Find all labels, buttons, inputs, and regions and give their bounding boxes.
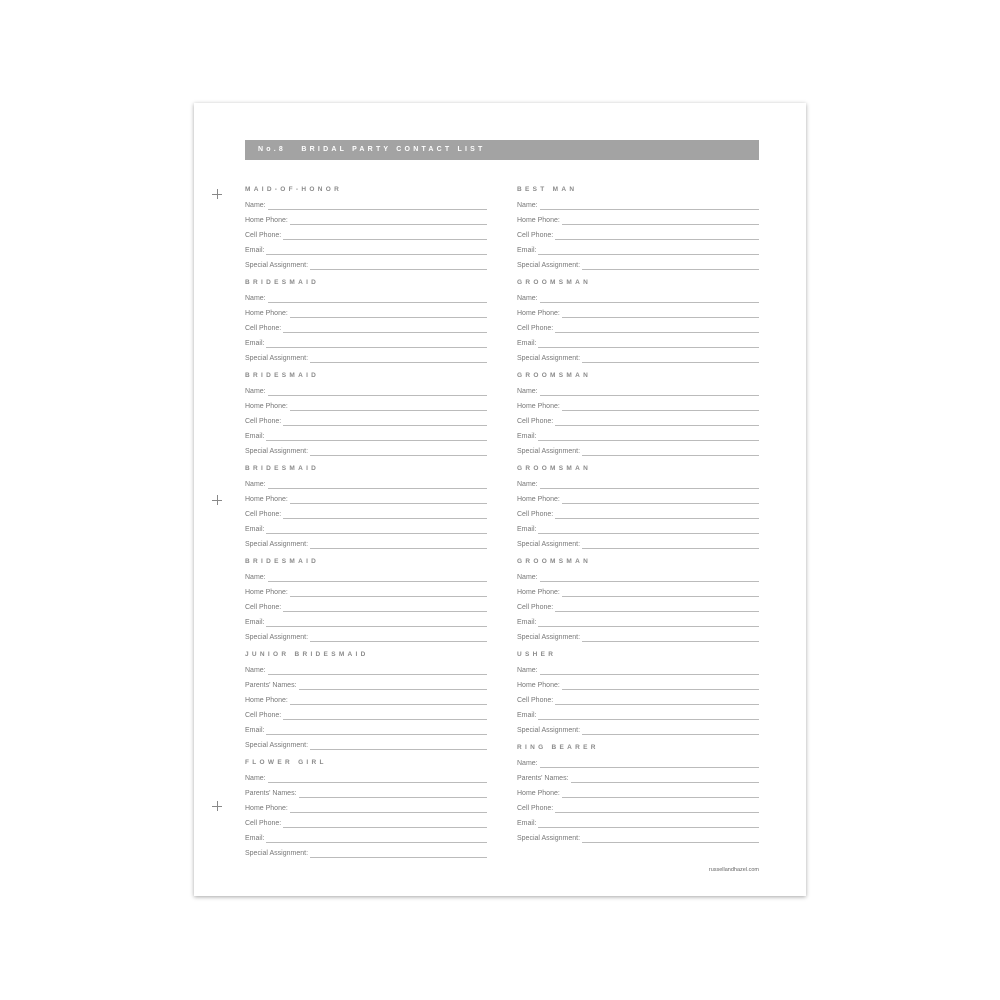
field-label: Name: [245, 202, 266, 209]
fill-in-line[interactable] [310, 640, 487, 642]
fill-in-line[interactable] [283, 424, 487, 426]
fill-in-line[interactable] [283, 718, 487, 720]
form-field[interactable] [245, 677, 487, 692]
form-field[interactable] [245, 413, 487, 428]
form-field[interactable] [245, 569, 487, 584]
field-label: Special Assignment: [517, 835, 581, 842]
fill-in-line[interactable] [582, 640, 759, 642]
field-label: Email: [245, 619, 265, 626]
form-field[interactable] [245, 491, 487, 506]
fill-in-line[interactable] [555, 424, 759, 426]
form-field[interactable] [245, 785, 487, 800]
form-field[interactable] [245, 212, 487, 227]
field-label: Special Assignment: [245, 448, 309, 455]
form-field[interactable] [517, 692, 759, 707]
section-heading: FLOWER GIRL [245, 759, 327, 766]
field-label: Cell Phone: [517, 697, 554, 704]
form-field[interactable] [245, 629, 487, 644]
form-field[interactable] [517, 755, 759, 770]
section-heading: BRIDESMAID [245, 372, 320, 379]
fill-in-line[interactable] [540, 766, 759, 768]
fill-in-line[interactable] [268, 394, 487, 396]
field-label: Home Phone: [517, 682, 560, 689]
field-label: Email: [517, 247, 537, 254]
fill-in-line[interactable] [266, 841, 487, 843]
fill-in-line[interactable] [555, 811, 759, 813]
form-field[interactable] [517, 290, 759, 305]
field-label: Email: [517, 712, 537, 719]
fill-in-line[interactable] [555, 331, 759, 333]
form-field[interactable] [517, 521, 759, 536]
contact-section [245, 554, 487, 644]
field-label: Special Assignment: [517, 448, 581, 455]
fill-in-line[interactable] [562, 796, 759, 798]
section-heading: BEST MAN [517, 186, 578, 193]
contact-section [517, 647, 759, 737]
field-label: Cell Phone: [517, 604, 554, 611]
form-field[interactable] [245, 692, 487, 707]
form-field[interactable] [245, 815, 487, 830]
field-label: Name: [517, 202, 538, 209]
form-field[interactable] [245, 662, 487, 677]
fill-in-line[interactable] [290, 703, 487, 705]
form-field[interactable] [517, 398, 759, 413]
fill-in-line[interactable] [582, 361, 759, 363]
fill-in-line[interactable] [540, 673, 759, 675]
section-heading: BRIDESMAID [245, 465, 320, 472]
field-label: Home Phone: [245, 697, 288, 704]
contact-section [517, 182, 759, 272]
fill-in-line[interactable] [310, 547, 487, 549]
fill-in-line[interactable] [538, 439, 759, 441]
fill-in-line[interactable] [283, 517, 487, 519]
fill-in-line[interactable] [268, 580, 487, 582]
fill-in-line[interactable] [266, 625, 487, 627]
form-field[interactable] [517, 305, 759, 320]
field-label: Name: [517, 295, 538, 302]
field-label: Email: [517, 340, 537, 347]
form-field[interactable] [245, 350, 487, 365]
field-label: Home Phone: [517, 217, 560, 224]
field-label: Name: [517, 760, 538, 767]
field-label: Cell Phone: [245, 712, 282, 719]
fill-in-line[interactable] [538, 625, 759, 627]
field-label: Email: [245, 526, 265, 533]
field-label: Cell Phone: [245, 232, 282, 239]
fill-in-line[interactable] [538, 826, 759, 828]
contact-section [245, 368, 487, 458]
form-field[interactable] [245, 737, 487, 752]
field-label: Email: [245, 835, 265, 842]
fill-in-line[interactable] [540, 487, 759, 489]
form-field[interactable] [245, 476, 487, 491]
field-label: Name: [517, 481, 538, 488]
field-label: Cell Phone: [245, 511, 282, 518]
field-label: Cell Phone: [245, 325, 282, 332]
field-label: Home Phone: [245, 589, 288, 596]
fill-in-line[interactable] [290, 316, 487, 318]
field-label: Name: [245, 481, 266, 488]
contact-section [517, 740, 759, 845]
field-label: Name: [245, 775, 266, 782]
contact-section [517, 275, 759, 365]
form-field[interactable] [245, 257, 487, 272]
form-field[interactable] [245, 599, 487, 614]
section-heading: GROOMSMAN [517, 279, 592, 286]
section-heading: JUNIOR BRIDESMAID [245, 651, 369, 658]
form-field[interactable] [245, 443, 487, 458]
form-field[interactable] [245, 830, 487, 845]
form-field[interactable] [245, 521, 487, 536]
field-label: Cell Phone: [517, 418, 554, 425]
contact-section [517, 554, 759, 644]
field-label: Cell Phone: [245, 418, 282, 425]
fill-in-line[interactable] [562, 316, 759, 318]
form-field[interactable] [517, 383, 759, 398]
field-label: Special Assignment: [245, 850, 309, 857]
form-field[interactable] [245, 335, 487, 350]
contact-section [245, 182, 487, 272]
fill-in-line[interactable] [310, 454, 487, 456]
form-field[interactable] [245, 584, 487, 599]
field-label: Cell Phone: [517, 325, 554, 332]
fill-in-line[interactable] [538, 253, 759, 255]
field-label: Special Assignment: [517, 355, 581, 362]
form-field[interactable] [517, 257, 759, 272]
fill-in-line[interactable] [562, 595, 759, 597]
field-label: Home Phone: [517, 403, 560, 410]
fill-in-line[interactable] [268, 208, 487, 210]
form-field[interactable] [517, 722, 759, 737]
field-label: Home Phone: [517, 589, 560, 596]
form-field[interactable] [517, 830, 759, 845]
form-field[interactable] [517, 350, 759, 365]
field-label: Email: [245, 433, 265, 440]
contact-section [517, 461, 759, 551]
fill-in-line[interactable] [310, 361, 487, 363]
contact-section [245, 647, 487, 752]
form-field[interactable] [245, 722, 487, 737]
section-heading: BRIDESMAID [245, 558, 320, 565]
contact-list-page [194, 103, 806, 896]
fill-in-line[interactable] [571, 781, 759, 783]
field-label: Parents' Names: [245, 682, 297, 689]
field-label: Special Assignment: [517, 727, 581, 734]
field-label: Name: [517, 388, 538, 395]
form-field[interactable] [517, 677, 759, 692]
section-heading: RING BEARER [517, 744, 599, 751]
fill-in-line[interactable] [555, 703, 759, 705]
form-field[interactable] [245, 614, 487, 629]
fill-in-line[interactable] [268, 781, 487, 783]
field-label: Name: [517, 667, 538, 674]
form-field[interactable] [245, 398, 487, 413]
form-field[interactable] [517, 413, 759, 428]
form-field[interactable] [245, 800, 487, 815]
form-field[interactable] [517, 629, 759, 644]
fill-in-line[interactable] [310, 748, 487, 750]
field-label: Parents' Names: [245, 790, 297, 797]
form-field[interactable] [517, 662, 759, 677]
fill-in-line[interactable] [299, 688, 487, 690]
section-heading: GROOMSMAN [517, 558, 592, 565]
form-field[interactable] [517, 320, 759, 335]
field-label: Name: [245, 388, 266, 395]
fill-in-line[interactable] [299, 796, 487, 798]
field-label: Special Assignment: [517, 262, 581, 269]
field-label: Home Phone: [245, 496, 288, 503]
field-label: Cell Phone: [517, 511, 554, 518]
fill-in-line[interactable] [283, 610, 487, 612]
fill-in-line[interactable] [290, 223, 487, 225]
form-field[interactable] [517, 242, 759, 257]
contact-section [245, 275, 487, 365]
form-field[interactable] [517, 335, 759, 350]
fill-in-line[interactable] [562, 502, 759, 504]
field-label: Home Phone: [517, 310, 560, 317]
field-label: Home Phone: [245, 310, 288, 317]
field-label: Home Phone: [245, 217, 288, 224]
field-label: Special Assignment: [245, 262, 309, 269]
form-field[interactable] [517, 536, 759, 551]
form-field[interactable] [517, 476, 759, 491]
fill-in-line[interactable] [562, 409, 759, 411]
form-field[interactable] [517, 584, 759, 599]
contact-section [517, 368, 759, 458]
fill-in-line[interactable] [582, 268, 759, 270]
field-label: Cell Phone: [245, 604, 282, 611]
page-title-bar [245, 140, 759, 160]
field-label: Home Phone: [517, 790, 560, 797]
fill-in-line[interactable] [555, 610, 759, 612]
form-field[interactable] [245, 383, 487, 398]
form-field[interactable] [517, 599, 759, 614]
contact-section [245, 461, 487, 551]
fill-in-line[interactable] [582, 733, 759, 735]
form-field[interactable] [245, 506, 487, 521]
fill-in-line[interactable] [266, 253, 487, 255]
right-column [517, 182, 759, 848]
fill-in-line[interactable] [290, 811, 487, 813]
fill-in-line[interactable] [582, 547, 759, 549]
fill-in-line[interactable] [283, 826, 487, 828]
fill-in-line[interactable] [540, 394, 759, 396]
section-heading: USHER [517, 651, 557, 658]
fill-in-line[interactable] [310, 856, 487, 858]
section-heading: MAID-OF-HONOR [245, 186, 343, 193]
form-field[interactable] [517, 815, 759, 830]
form-field[interactable] [517, 707, 759, 722]
form-field[interactable] [245, 242, 487, 257]
form-field[interactable] [245, 845, 487, 860]
field-label: Special Assignment: [517, 541, 581, 548]
form-field[interactable] [245, 227, 487, 242]
fill-in-line[interactable] [540, 580, 759, 582]
form-field[interactable] [245, 707, 487, 722]
field-label: Name: [245, 574, 266, 581]
field-label: Email: [517, 526, 537, 533]
form-field[interactable] [517, 428, 759, 443]
field-label: Cell Phone: [517, 232, 554, 239]
form-field[interactable] [517, 443, 759, 458]
contact-section [245, 755, 487, 860]
form-field[interactable] [245, 290, 487, 305]
fill-in-line[interactable] [555, 517, 759, 519]
field-label: Special Assignment: [245, 634, 309, 641]
fill-in-line[interactable] [562, 688, 759, 690]
registration-mark-icon [212, 495, 222, 505]
fill-in-line[interactable] [268, 487, 487, 489]
section-heading: BRIDESMAID [245, 279, 320, 286]
fill-in-line[interactable] [538, 718, 759, 720]
fill-in-line[interactable] [290, 595, 487, 597]
field-label: Home Phone: [245, 403, 288, 410]
registration-mark-icon [212, 189, 222, 199]
field-label: Special Assignment: [517, 634, 581, 641]
field-label: Email: [517, 433, 537, 440]
left-column [245, 182, 487, 863]
form-field[interactable] [245, 197, 487, 212]
fill-in-line[interactable] [290, 502, 487, 504]
field-label: Parents' Names: [517, 775, 569, 782]
fill-in-line[interactable] [538, 346, 759, 348]
form-field[interactable] [517, 770, 759, 785]
fill-in-line[interactable] [540, 208, 759, 210]
page-title: BRIDAL PARTY CONTACT LIST [301, 146, 486, 153]
form-field[interactable] [245, 536, 487, 551]
fill-in-line[interactable] [562, 223, 759, 225]
fill-in-line[interactable] [290, 409, 487, 411]
form-field[interactable] [245, 428, 487, 443]
fill-in-line[interactable] [268, 301, 487, 303]
section-heading: GROOMSMAN [517, 465, 592, 472]
fill-in-line[interactable] [540, 301, 759, 303]
field-label: Home Phone: [245, 805, 288, 812]
field-label: Name: [517, 574, 538, 581]
form-field[interactable] [517, 197, 759, 212]
field-label: Name: [245, 667, 266, 674]
field-label: Email: [245, 340, 265, 347]
form-field[interactable] [517, 569, 759, 584]
fill-in-line[interactable] [266, 346, 487, 348]
form-field[interactable] [517, 785, 759, 800]
field-label: Cell Phone: [245, 820, 282, 827]
field-label: Email: [517, 619, 537, 626]
page-number: No.8 [258, 146, 286, 153]
field-label: Home Phone: [517, 496, 560, 503]
form-field[interactable] [517, 506, 759, 521]
field-label: Email: [517, 820, 537, 827]
form-field[interactable] [517, 212, 759, 227]
fill-in-line[interactable] [582, 454, 759, 456]
field-label: Email: [245, 247, 265, 254]
form-field[interactable] [245, 320, 487, 335]
field-label: Special Assignment: [245, 355, 309, 362]
fill-in-line[interactable] [266, 532, 487, 534]
fill-in-line[interactable] [268, 673, 487, 675]
fill-in-line[interactable] [310, 268, 487, 270]
fill-in-line[interactable] [266, 733, 487, 735]
fill-in-line[interactable] [283, 238, 487, 240]
registration-mark-icon [212, 801, 222, 811]
field-label: Special Assignment: [245, 541, 309, 548]
form-field[interactable] [517, 614, 759, 629]
field-label: Special Assignment: [245, 742, 309, 749]
footer-website: russellandhazel.com [708, 867, 759, 873]
fill-in-line[interactable] [266, 439, 487, 441]
form-field[interactable] [517, 800, 759, 815]
form-field[interactable] [517, 491, 759, 506]
fill-in-line[interactable] [283, 331, 487, 333]
fill-in-line[interactable] [555, 238, 759, 240]
field-label: Email: [245, 727, 265, 734]
form-field[interactable] [517, 227, 759, 242]
form-field[interactable] [245, 305, 487, 320]
field-label: Cell Phone: [517, 805, 554, 812]
fill-in-line[interactable] [582, 841, 759, 843]
form-field[interactable] [245, 770, 487, 785]
fill-in-line[interactable] [538, 532, 759, 534]
field-label: Name: [245, 295, 266, 302]
section-heading: GROOMSMAN [517, 372, 592, 379]
